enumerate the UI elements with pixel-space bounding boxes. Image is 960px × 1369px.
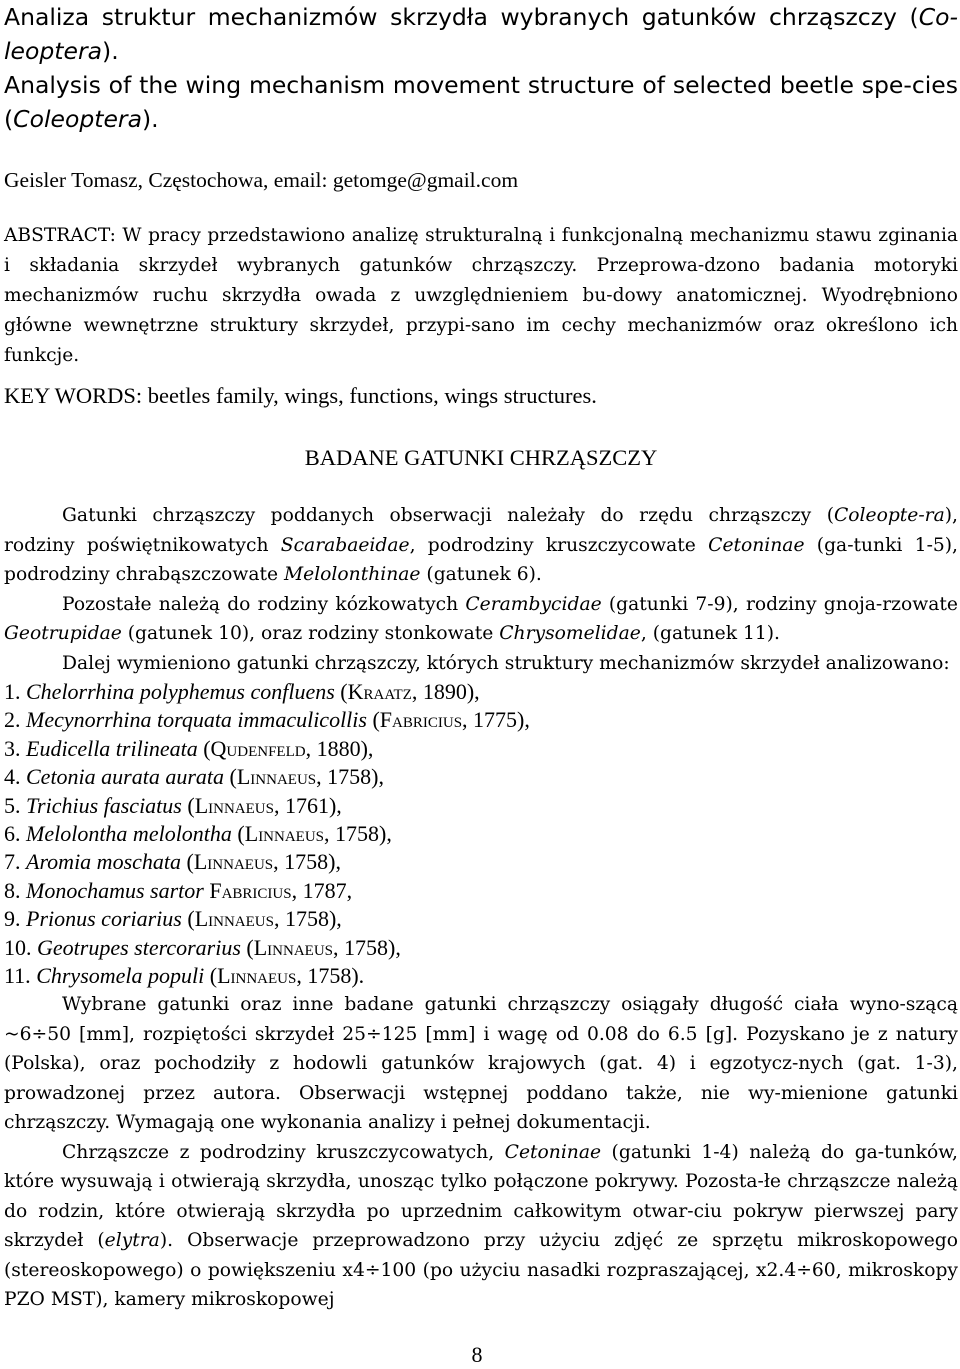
p1-g: (ga-tunki 1-5), podrodziny chrabąszczowate	[4, 534, 958, 585]
species-name: Melolontha melolontha	[26, 821, 232, 847]
paragraph-3: Dalej wymieniono gatunki chrząszczy, których struktury mechanizmów skrzydeł analizowano:	[62, 652, 950, 674]
p5-e: ). Obserwacje przeprowadzono przy użyciu zdjęć ze sprzętu mikroskopowego (stereoskopowego) o powiększeniu x4÷100 (po użyciu nasadki rozpraszającej, x2.4÷60, mikroskopy PZO MST), kamery mikroskopowej	[4, 1230, 958, 1311]
p2-a: Pozostałe należą do rodziny kózkowatych	[62, 593, 466, 615]
species-open: (	[231, 821, 245, 847]
species-item	[4, 792, 958, 820]
p2-d: Geotrupidae	[4, 623, 122, 644]
species-item	[4, 678, 958, 706]
species-author: Linnaeus	[217, 963, 297, 989]
species-number: 7.	[4, 849, 26, 875]
species-open: (	[181, 906, 195, 932]
p1-b: Coleopte-ra	[834, 505, 945, 526]
page-number: 8	[471, 1342, 483, 1367]
species-author: Qudenfeld	[210, 735, 306, 761]
species-name: Geotrupes stercorarius	[37, 934, 241, 960]
section-heading: BADANE GATUNKI CHRZĄSZCZY	[304, 445, 658, 470]
species-number: 9.	[4, 906, 26, 932]
paragraph-1	[4, 501, 958, 590]
species-name: Chrysomela populi	[36, 963, 205, 989]
species-number: 3.	[4, 735, 26, 761]
species-author: Linnaeus	[253, 934, 334, 960]
title-polish	[4, 0, 958, 68]
species-item	[4, 706, 958, 734]
species-list	[4, 678, 958, 990]
species-year: , 1758),	[273, 849, 341, 875]
species-item	[4, 763, 958, 791]
p2-e: (gatunek 10), oraz rodziny stonkowate	[121, 623, 500, 644]
species-author: Linnaeus	[244, 821, 325, 847]
species-number: 2.	[4, 707, 26, 733]
p2-c: (gatunki 7-9), rodziny gnoja-rzowate	[601, 593, 958, 615]
species-name: Chelorrhina polyphemus confluens	[26, 679, 335, 704]
species-author: Linnaeus	[236, 764, 317, 790]
p1-d: Scarabaeidae	[280, 534, 410, 556]
p1-c: ), rodziny poświętnikowatych	[4, 505, 958, 556]
species-author: Linnaeus	[194, 792, 274, 818]
p1-a: Gatunki chrząszczy poddanych obserwacji należały do rzędu chrząszczy (	[62, 505, 834, 526]
species-author: Fabricius	[209, 877, 292, 903]
body-text	[4, 501, 958, 1315]
species-year: , 1758),	[273, 906, 342, 932]
species-year: , 1890),	[411, 679, 480, 704]
title-en-italic: Coleoptera	[13, 105, 142, 133]
species-name: Monochamus sartor	[26, 877, 204, 903]
species-year: , 1761),	[273, 792, 342, 818]
species-year: , 1758),	[316, 764, 384, 790]
p2-f: Chrysomelidae	[499, 623, 641, 644]
species-name: Eudicella trilineata	[26, 735, 198, 761]
species-number: 1.	[4, 679, 26, 704]
p1-f: Cetoninae	[708, 534, 805, 556]
species-year: , 1775),	[462, 707, 530, 733]
species-number: 6.	[4, 821, 26, 847]
species-year: , 1758),	[324, 821, 392, 847]
species-name: Cetonia aurata aurata	[26, 764, 225, 790]
title-english	[4, 68, 958, 136]
species-year: , 1880),	[305, 735, 374, 761]
species-open: (	[204, 963, 218, 989]
species-year: , 1758),	[333, 934, 401, 960]
abstract: ABSTRACT: W pracy przedstawiono analizę strukturalną i funkcjonalną mechanizmu stawu zginania i składania skrzydeł wybranych gatunków chrząszczy. Przeprowa-dzono badania motoryki mechanizmów ruchu skrzydła owada z uwzględnieniem bu-dowy anatomicznej. Wyodrębniono główne wewnętrzne struktury skrzydeł, przypi-sano im cechy mechanizmów oraz określono ich funkcje.	[4, 225, 958, 366]
p5-b: Cetoninae	[504, 1141, 602, 1163]
paragraph-4: Wybrane gatunki oraz inne badane gatunki chrząszczy osiągały długość ciała wyno-szącą ~6÷50 [mm], rozpiętości skrzydeł 25÷125 [mm] i wagę od 0.08 do 6.5 [g]. Pozyskano je z natury (Polska), oraz pochodziły z hodowli gatunków krajowych (gat. 4) i egzotycz-nych (gat. 1-3), prowadzonej przez autora. Obserwacji wstępnej poddano także, nie wy-mienione gatunki chrząszczy. Wymagają one wykonania analizy i pełnej dokumentacji.	[4, 994, 958, 1134]
author-line: Geisler Tomasz, Częstochowa, email: getomge@gmail.com	[4, 168, 519, 192]
species-name: Prionus coriarius	[26, 906, 182, 932]
p1-e: , podrodziny kruszczycowate	[409, 534, 709, 556]
species-author: Kraatz	[347, 679, 412, 704]
p1-i: (gatunek 6).	[420, 564, 542, 585]
species-name: Trichius fasciatus	[26, 792, 182, 818]
species-name: Mecynorrhina torquata immaculicollis	[26, 707, 367, 733]
document-page	[4, 0, 958, 1315]
species-open: (	[334, 679, 348, 704]
species-year: , 1787,	[291, 877, 353, 903]
p5-c: (gatunki 1-4) należą do ga-tunków, które wysuwają i otwierają skrzydła, unosząc tylko połączone pokrywy. Pozosta-łe chrząszcze należą do rodzin, które otwierają skrzydła po uprzednim całkowitym otwar-ciu pokryw pierwszej pary skrzydeł (	[4, 1141, 958, 1252]
title-pl-end: ).	[102, 37, 119, 65]
title-en-text: Analysis of the wing mechanism movement structure of selected beetle spe-cies (	[4, 71, 958, 133]
paragraph-2	[4, 590, 958, 649]
p2-g: , (gatunek 11).	[640, 623, 781, 644]
title-en-end: ).	[141, 105, 159, 133]
species-open: (	[181, 792, 195, 818]
species-item	[4, 877, 958, 905]
species-number: 4.	[4, 764, 26, 790]
species-open: (	[224, 764, 237, 790]
p5-a: Chrząszcze z podrodziny kruszczycowatych,	[62, 1141, 505, 1163]
species-number: 10.	[4, 934, 37, 960]
species-open: (	[366, 707, 380, 733]
p1-h: Melolonthinae	[284, 564, 421, 585]
species-number: 5.	[4, 792, 26, 818]
species-author: Linnaeus	[193, 849, 274, 875]
species-item	[4, 905, 958, 933]
species-item	[4, 934, 958, 962]
title-pl-text: Analiza struktur mechanizmów skrzydła wybranych gatunków chrząszczy (	[4, 3, 919, 31]
species-number: 11.	[4, 963, 37, 989]
species-open: (	[181, 849, 194, 875]
species-open: (	[197, 735, 211, 761]
species-author: Fabricius	[379, 707, 463, 733]
species-item	[4, 962, 958, 990]
species-item	[4, 820, 958, 848]
p5-d: elytra	[104, 1230, 160, 1252]
species-item	[4, 735, 958, 763]
paragraph-5	[4, 1138, 958, 1315]
species-year: , 1758).	[296, 963, 365, 989]
p2-b: Cerambycidae	[465, 593, 602, 615]
species-number: 8.	[4, 877, 26, 903]
keywords: KEY WORDS: beetles family, wings, functions, wings structures.	[4, 383, 597, 408]
species-item	[4, 848, 958, 876]
title-pl-italic: Co-leoptera	[4, 3, 958, 65]
species-author: Linnaeus	[194, 906, 274, 932]
species-open: (	[240, 934, 254, 960]
species-name: Aromia moschata	[26, 849, 182, 875]
